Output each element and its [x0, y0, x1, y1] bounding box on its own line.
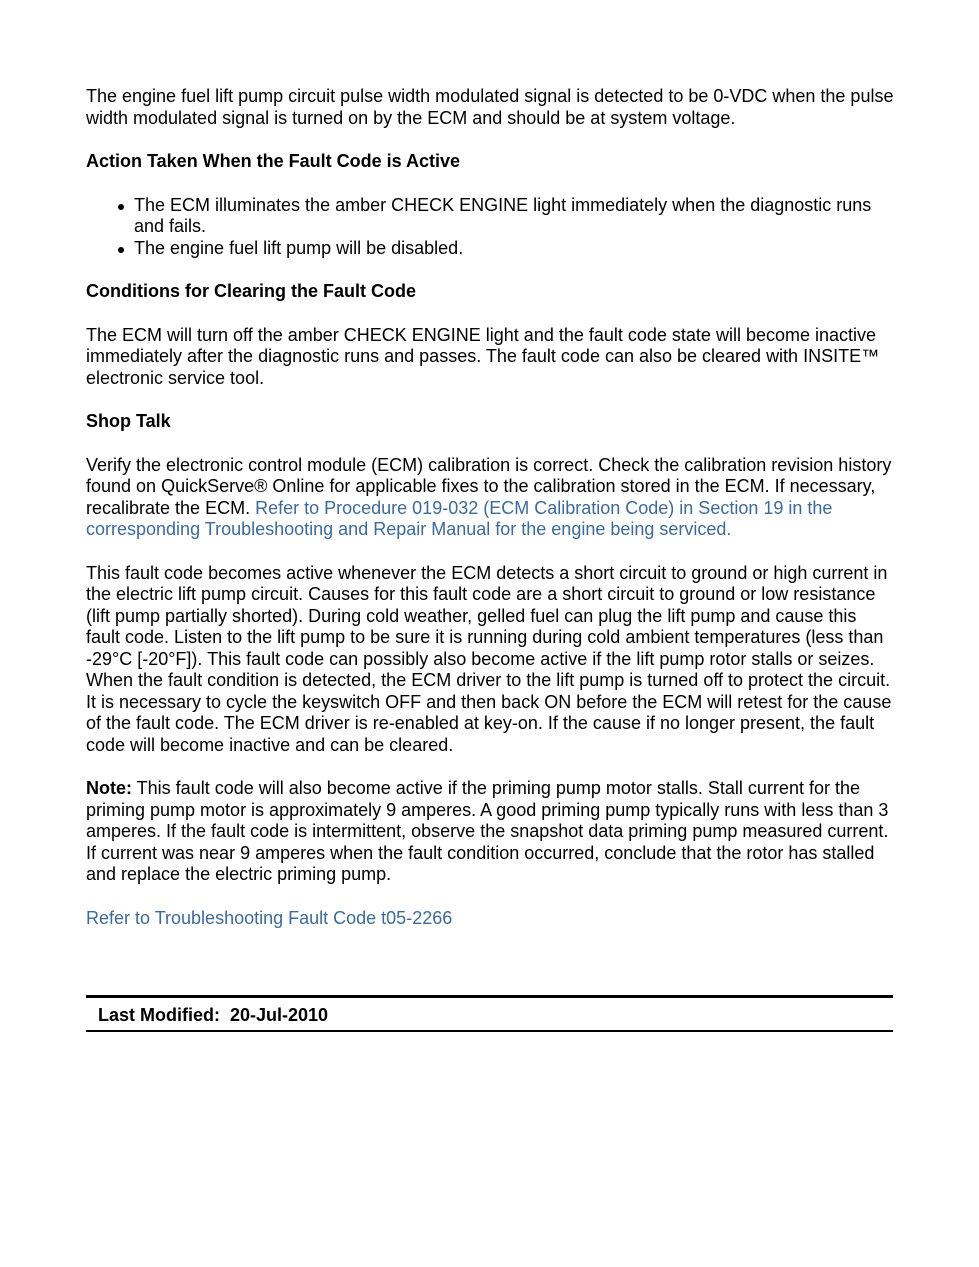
shop-talk-text: Verify the electronic control module (ECM) calibration is correct. Check the calibration revision history found on QuickServe® Online for applicable fixes to the calibration stored in the ECM. If necessary, recalibrate the ECM. [86, 454, 892, 518]
related-fault-paragraph [86, 908, 894, 930]
footer-bar [86, 995, 893, 1032]
shop-talk-paragraph [86, 455, 894, 541]
note-label: Note: [86, 778, 132, 798]
note-paragraph [86, 778, 894, 886]
clearing-heading: Conditions for Clearing the Fault Code [86, 281, 416, 301]
procedure-link[interactable]: Refer to Procedure 019-032 (ECM Calibration Code) in Section 19 in the corresponding Troubleshooting and Repair Manual for the engine being serviced. [86, 497, 833, 539]
action-list [86, 195, 894, 260]
intro-paragraph: The engine fuel lift pump circuit pulse width modulated signal is detected to be 0-VDC when the pulse width modulated signal is turned on by the ECM and should be at system voltage. [86, 86, 894, 128]
list-item: The ECM illuminates the amber CHECK ENGINE light immediately when the diagnostic runs and fails. [134, 195, 894, 238]
list-item: The engine fuel lift pump will be disabled. [134, 238, 894, 260]
action-heading: Action Taken When the Fault Code is Active [86, 151, 461, 171]
last-modified: Last Modified: 20-Jul-2010 [98, 1005, 329, 1025]
fault-description-paragraph: This fault code becomes active whenever the ECM detects a short circuit to ground or high current in the electric lift pump circuit. Causes for this fault code are a short circuit to ground or low resistance (lift pump partially shorted). During cold weather, gelled fuel can plug the lift pump and cause this fault code. Listen to the lift pump to be sure it is running during cold ambient temperatures (less than -29°C [-20°F]). This fault code can possibly also become active if the lift pump rotor stalls or seizes. When the fault condition is detected, the ECM driver to the lift pump is turned off to protect the circuit. It is necessary to cycle the keyswitch OFF and then back ON before the ECM will retest for the cause of the fault code. The ECM driver is re-enabled at key-on. If the cause if no longer present, the fault code will become inactive and can be cleared. [86, 562, 892, 755]
fault-code-link[interactable]: Refer to Troubleshooting Fault Code t05-2266 [86, 907, 453, 928]
note-text: This fault code will also become active if the priming pump motor stalls. Stall current for the priming pump motor is approximately 9 amperes. A good priming pump typically runs with less than 3 amperes. If the fault code is intermittent, observe the snapshot data priming pump measured current. If current was near 9 amperes when the fault condition occurred, conclude that the rotor has stalled and replace the electric priming pump. [86, 778, 889, 884]
shop-talk-heading: Shop Talk [86, 411, 171, 431]
document-body [86, 86, 894, 951]
clearing-paragraph: The ECM will turn off the amber CHECK ENGINE light and the fault code state will become inactive immediately after the diagnostic runs and passes. The fault code can also be cleared with INSITE™ electronic service tool. [86, 324, 880, 388]
